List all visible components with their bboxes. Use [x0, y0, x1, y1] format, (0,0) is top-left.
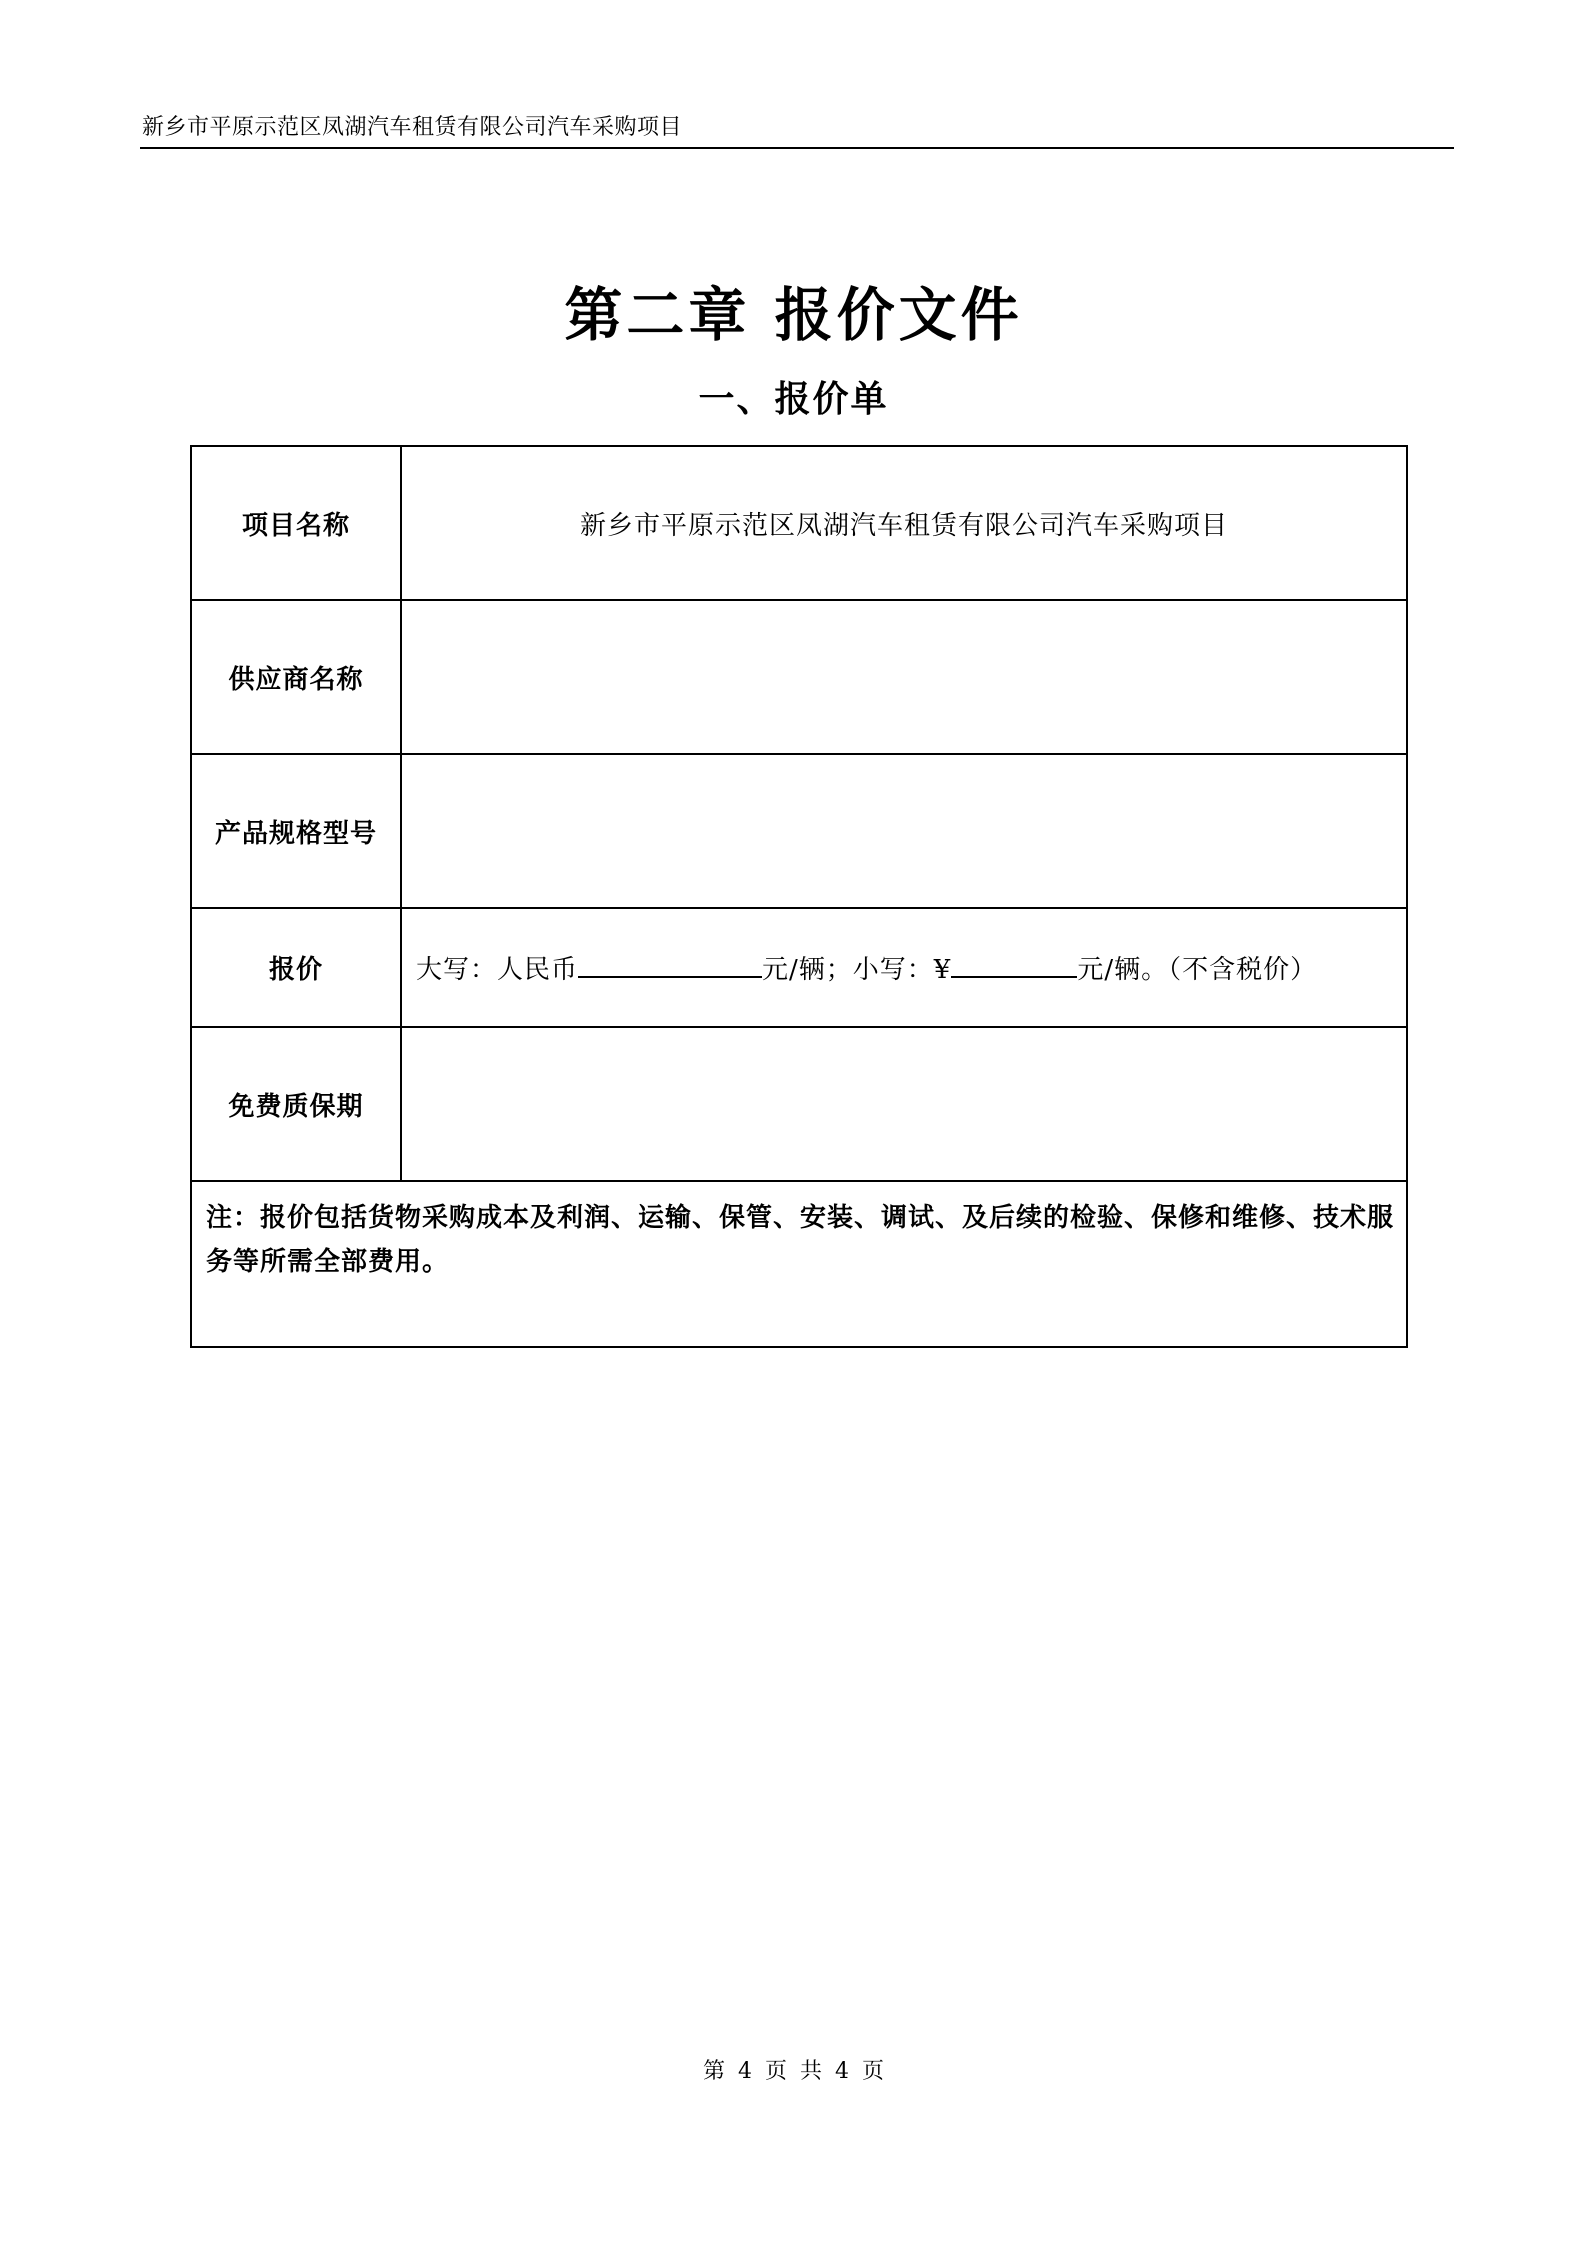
label-warranty: 免费质保期 — [191, 1027, 401, 1181]
label-product-model: 产品规格型号 — [191, 754, 401, 908]
price-figures-blank[interactable] — [951, 954, 1077, 978]
value-product-model[interactable] — [401, 754, 1407, 908]
table-row-project-name — [191, 446, 1407, 600]
running-header: 新乡市平原示范区凤湖汽车租赁有限公司汽车采购项目 — [142, 115, 683, 140]
value-supplier-name[interactable] — [401, 600, 1407, 754]
chapter-title: 第二章 报价文件 — [564, 281, 1023, 349]
table-row-price — [191, 908, 1407, 1027]
value-warranty[interactable] — [401, 1027, 1407, 1181]
table-row-note — [191, 1181, 1407, 1347]
price-unit-1: 元/辆；小写：¥ — [762, 955, 952, 985]
quotation-table — [190, 445, 1408, 1348]
table-row-supplier-name — [191, 600, 1407, 754]
table-row-product-model — [191, 754, 1407, 908]
section-title: 一、报价单 — [698, 379, 889, 420]
value-project-name: 新乡市平原示范区凤湖汽车租赁有限公司汽车采购项目 — [401, 446, 1407, 600]
page-number: 第 4 页 共 4 页 — [703, 2059, 884, 2084]
label-project-name: 项目名称 — [191, 446, 401, 600]
price-words-blank[interactable] — [578, 954, 762, 978]
table-row-warranty — [191, 1027, 1407, 1181]
value-price — [401, 908, 1407, 1027]
table-note: 注：报价包括货物采购成本及利润、运输、保管、安装、调试、及后续的检验、保修和维修、技术服务等所需全部费用。 — [191, 1181, 1407, 1347]
price-prefix: 大写：人民币 — [416, 955, 579, 985]
price-unit-2: 元/辆。（不含税价） — [1077, 955, 1318, 985]
header-rule — [140, 147, 1454, 149]
label-price: 报价 — [191, 908, 401, 1027]
label-supplier-name: 供应商名称 — [191, 600, 401, 754]
